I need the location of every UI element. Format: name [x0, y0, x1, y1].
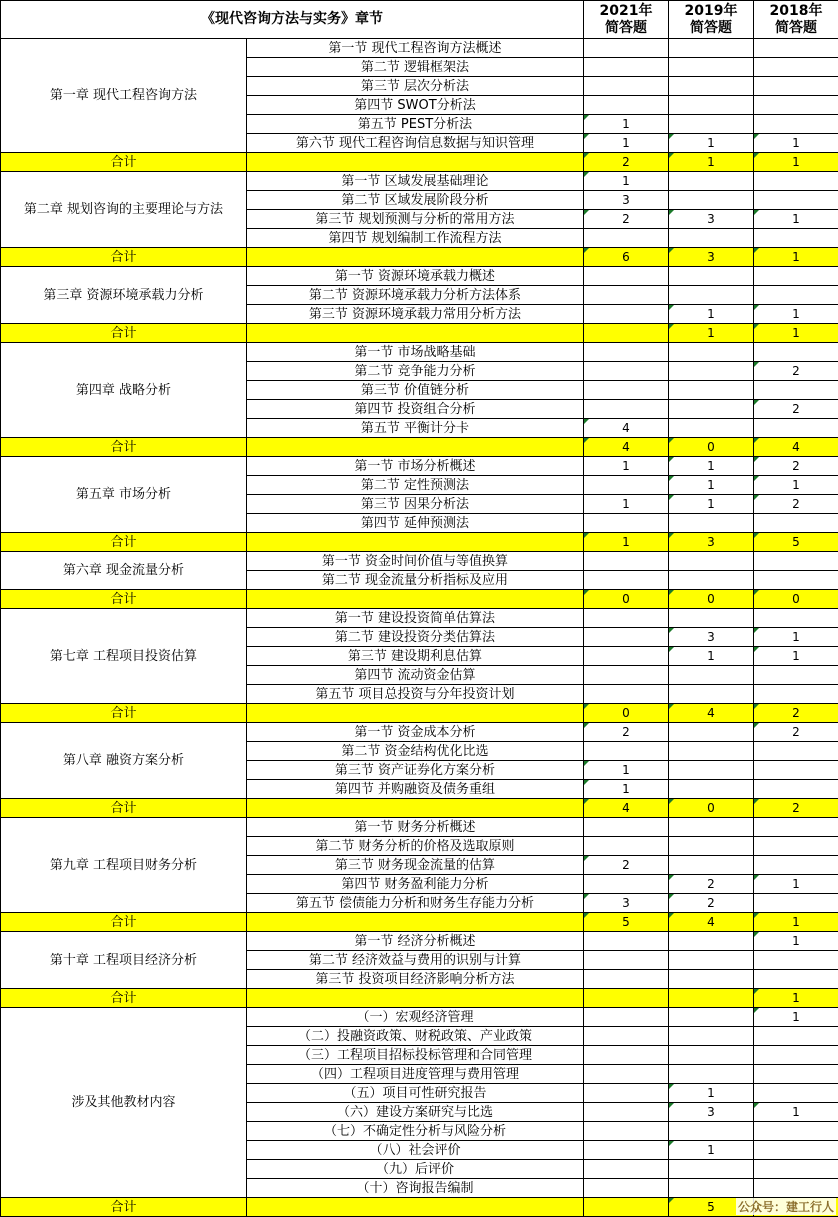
count-cell [754, 267, 838, 286]
count-cell [669, 552, 754, 571]
section-name: 第五节 项目总投资与分年投资计划 [247, 685, 584, 704]
total-row [1, 1198, 838, 1217]
count-cell [584, 1008, 669, 1027]
total-cell: 2 [584, 153, 669, 172]
chapter-name: 涉及其他教材内容 [1, 1008, 247, 1198]
count-cell [754, 514, 838, 533]
count-cell: 1 [669, 495, 754, 514]
count-cell [669, 267, 754, 286]
total-row [1, 704, 838, 723]
count-cell [669, 1179, 754, 1198]
total-empty-cell [247, 248, 584, 267]
count-cell: 1 [754, 628, 838, 647]
count-cell: 1 [669, 134, 754, 153]
total-label: 合计 [1, 324, 247, 343]
count-cell: 1 [584, 457, 669, 476]
total-label: 合计 [1, 989, 247, 1008]
total-cell [669, 989, 754, 1008]
total-row [1, 590, 838, 609]
year-header-2019: 2019年 简答题 [669, 1, 754, 39]
count-cell: 1 [754, 932, 838, 951]
count-cell [584, 837, 669, 856]
total-empty-cell [247, 704, 584, 723]
section-name: 第一节 经济分析概述 [247, 932, 584, 951]
count-cell [754, 571, 838, 590]
count-cell [584, 647, 669, 666]
count-cell: 2 [754, 457, 838, 476]
section-name: 第六节 现代工程咨询信息数据与知识管理 [247, 134, 584, 153]
count-cell [584, 609, 669, 628]
section-name: 第二节 资源环境承载力分析方法体系 [247, 286, 584, 305]
section-name: 第五节 平衡计分卡 [247, 419, 584, 438]
count-cell [584, 1065, 669, 1084]
count-cell: 2 [754, 495, 838, 514]
total-empty-cell [247, 799, 584, 818]
count-cell: 1 [754, 134, 838, 153]
count-cell: 1 [754, 647, 838, 666]
count-cell [754, 552, 838, 571]
count-cell [584, 1084, 669, 1103]
count-cell: 2 [754, 400, 838, 419]
count-cell [584, 400, 669, 419]
count-cell [584, 305, 669, 324]
total-cell [584, 1198, 669, 1217]
count-cell [754, 1027, 838, 1046]
count-cell [669, 58, 754, 77]
count-cell [754, 666, 838, 685]
chapter-name: 第五章 市场分析 [1, 457, 247, 533]
count-cell [669, 229, 754, 248]
section-name: （一）宏观经济管理 [247, 1008, 584, 1027]
section-name: 第一节 现代工程咨询方法概述 [247, 39, 584, 58]
table-title: 《现代咨询方法与实务》章节 [1, 1, 584, 39]
total-cell: 1 [754, 913, 838, 932]
total-cell: 1 [754, 153, 838, 172]
section-name: 第三节 财务现金流量的估算 [247, 856, 584, 875]
section-name: 第四节 财务盈利能力分析 [247, 875, 584, 894]
count-cell [669, 1065, 754, 1084]
count-cell: 1 [669, 1141, 754, 1160]
section-name: 第四节 规划编制工作流程方法 [247, 229, 584, 248]
count-cell [754, 1065, 838, 1084]
count-cell: 1 [754, 476, 838, 495]
count-cell [754, 381, 838, 400]
total-cell: 1 [754, 989, 838, 1008]
total-cell: 5 [584, 913, 669, 932]
count-cell [669, 1046, 754, 1065]
count-cell [754, 191, 838, 210]
section-name: 第三节 层次分析法 [247, 77, 584, 96]
chapter-name: 第一章 现代工程咨询方法 [1, 39, 247, 153]
total-cell: 3 [669, 248, 754, 267]
total-cell: 3 [669, 533, 754, 552]
section-name: 第二节 区域发展阶段分析 [247, 191, 584, 210]
section-name: 第四节 延伸预测法 [247, 514, 584, 533]
section-row [1, 932, 838, 951]
count-cell [754, 419, 838, 438]
count-cell [584, 58, 669, 77]
count-cell: 2 [584, 856, 669, 875]
year-header-2018: 2018年 简答题 [754, 1, 838, 39]
total-empty-cell [247, 533, 584, 552]
count-cell [669, 400, 754, 419]
count-cell [669, 191, 754, 210]
total-cell: 1 [754, 324, 838, 343]
count-cell [754, 609, 838, 628]
count-cell [754, 229, 838, 248]
section-row [1, 609, 838, 628]
section-row [1, 457, 838, 476]
section-name: 第一节 资金时间价值与等值换算 [247, 552, 584, 571]
count-cell: 1 [584, 172, 669, 191]
count-cell [584, 742, 669, 761]
count-cell [584, 77, 669, 96]
total-row [1, 248, 838, 267]
section-row [1, 552, 838, 571]
count-cell [669, 77, 754, 96]
count-cell [754, 685, 838, 704]
count-cell [669, 419, 754, 438]
total-cell: 2 [754, 704, 838, 723]
count-cell [754, 1179, 838, 1198]
count-cell [754, 1046, 838, 1065]
watermark: 公众号：建工行人 [737, 1200, 834, 1214]
count-cell [754, 837, 838, 856]
count-cell [754, 77, 838, 96]
count-cell [669, 1008, 754, 1027]
count-cell [754, 58, 838, 77]
count-cell [669, 970, 754, 989]
count-cell [754, 780, 838, 799]
count-cell [669, 837, 754, 856]
count-cell [669, 609, 754, 628]
section-name: 第三节 规划预测与分析的常用方法 [247, 210, 584, 229]
total-empty-cell [247, 438, 584, 457]
section-row [1, 818, 838, 837]
total-label: 合计 [1, 153, 247, 172]
count-cell [669, 115, 754, 134]
total-row [1, 438, 838, 457]
total-cell: 0 [669, 799, 754, 818]
total-label: 合计 [1, 533, 247, 552]
count-cell [754, 856, 838, 875]
count-cell: 2 [669, 875, 754, 894]
count-cell [584, 970, 669, 989]
count-cell: 3 [584, 191, 669, 210]
count-cell [584, 628, 669, 647]
total-row [1, 989, 838, 1008]
chapter-name: 第九章 工程项目财务分析 [1, 818, 247, 913]
section-name: 第二节 经济效益与费用的识别与计算 [247, 951, 584, 970]
count-cell [754, 818, 838, 837]
section-name: （五）项目可性研究报告 [247, 1084, 584, 1103]
count-cell: 1 [584, 115, 669, 134]
section-name: 第二节 建设投资分类估算法 [247, 628, 584, 647]
total-cell: 4 [584, 799, 669, 818]
count-cell: 1 [669, 1084, 754, 1103]
total-cell [584, 989, 669, 1008]
section-row [1, 39, 838, 58]
section-name: （十）咨询报告编制 [247, 1179, 584, 1198]
count-cell [754, 1122, 838, 1141]
count-cell [754, 894, 838, 913]
count-cell [584, 1122, 669, 1141]
count-cell [584, 685, 669, 704]
total-cell: 4 [754, 438, 838, 457]
total-cell: 4 [669, 704, 754, 723]
count-cell [669, 362, 754, 381]
total-cell: 1 [669, 153, 754, 172]
total-cell: 6 [584, 248, 669, 267]
section-row [1, 267, 838, 286]
count-cell [584, 1160, 669, 1179]
count-cell [584, 514, 669, 533]
count-cell [584, 932, 669, 951]
total-cell: 2 [754, 799, 838, 818]
count-cell [669, 381, 754, 400]
count-cell: 3 [669, 628, 754, 647]
total-label: 合计 [1, 799, 247, 818]
count-cell [584, 343, 669, 362]
count-cell [669, 780, 754, 799]
count-cell [669, 666, 754, 685]
section-name: 第二节 定性预测法 [247, 476, 584, 495]
year-header-2021: 2021年 简答题 [584, 1, 669, 39]
count-cell [754, 761, 838, 780]
section-name: 第二节 现金流量分析指标及应用 [247, 571, 584, 590]
count-cell [669, 514, 754, 533]
count-cell [754, 115, 838, 134]
count-cell [669, 685, 754, 704]
count-cell [669, 1122, 754, 1141]
count-cell: 1 [584, 495, 669, 514]
section-row [1, 343, 838, 362]
count-cell [754, 343, 838, 362]
count-cell: 2 [584, 723, 669, 742]
section-name: （八）社会评价 [247, 1141, 584, 1160]
section-name: 第一节 资金成本分析 [247, 723, 584, 742]
count-cell [669, 571, 754, 590]
count-cell [584, 1179, 669, 1198]
count-cell [669, 951, 754, 970]
total-cell: 0 [584, 704, 669, 723]
count-cell: 1 [669, 647, 754, 666]
count-cell [669, 172, 754, 191]
count-cell [584, 1141, 669, 1160]
count-cell [669, 39, 754, 58]
section-name: 第三节 资源环境承载力常用分析方法 [247, 305, 584, 324]
section-name: 第二节 资金结构优化比选 [247, 742, 584, 761]
section-name: 第三节 投资项目经济影响分析方法 [247, 970, 584, 989]
count-cell [584, 666, 669, 685]
count-cell [584, 951, 669, 970]
total-cell: 5 [754, 533, 838, 552]
total-cell: 0 [669, 438, 754, 457]
total-cell: 4 [584, 438, 669, 457]
count-cell: 4 [584, 419, 669, 438]
count-cell [669, 96, 754, 115]
section-name: 第二节 逻辑框架法 [247, 58, 584, 77]
count-cell [754, 1160, 838, 1179]
section-name: 第一节 区域发展基础理论 [247, 172, 584, 191]
count-cell: 1 [754, 210, 838, 229]
total-row [1, 913, 838, 932]
total-cell: 1 [584, 533, 669, 552]
section-name: 第三节 建设期利息估算 [247, 647, 584, 666]
count-cell [584, 1046, 669, 1065]
count-cell [669, 856, 754, 875]
section-name: 第二节 财务分析的价格及选取原则 [247, 837, 584, 856]
section-name: 第四节 投资组合分析 [247, 400, 584, 419]
count-cell: 3 [669, 210, 754, 229]
header-row [1, 1, 838, 39]
count-cell [669, 343, 754, 362]
count-cell [584, 381, 669, 400]
count-cell [584, 96, 669, 115]
count-cell [584, 267, 669, 286]
chapter-name: 第三章 资源环境承载力分析 [1, 267, 247, 324]
count-cell [754, 742, 838, 761]
total-label: 合计 [1, 1198, 247, 1217]
chapter-name: 第八章 融资方案分析 [1, 723, 247, 799]
total-empty-cell [247, 590, 584, 609]
count-cell [669, 742, 754, 761]
count-cell [584, 552, 669, 571]
count-cell: 2 [754, 723, 838, 742]
count-cell [669, 723, 754, 742]
total-cell: 1 [754, 248, 838, 267]
section-name: （六）建设方案研究与比选 [247, 1103, 584, 1122]
total-cell: 0 [754, 590, 838, 609]
count-cell [754, 96, 838, 115]
count-cell [754, 1141, 838, 1160]
chapter-name: 第二章 规划咨询的主要理论与方法 [1, 172, 247, 248]
section-name: 第二节 竞争能力分析 [247, 362, 584, 381]
count-cell: 1 [584, 134, 669, 153]
section-name: （七）不确定性分析与风险分析 [247, 1122, 584, 1141]
section-name: 第四节 并购融资及债务重组 [247, 780, 584, 799]
chapter-name: 第十章 工程项目经济分析 [1, 932, 247, 989]
section-name: 第五节 PEST分析法 [247, 115, 584, 134]
count-cell: 1 [754, 305, 838, 324]
section-row [1, 723, 838, 742]
total-empty-cell [247, 913, 584, 932]
section-name: 第一节 资源环境承载力概述 [247, 267, 584, 286]
count-cell: 2 [584, 210, 669, 229]
count-cell [669, 1160, 754, 1179]
count-cell [669, 286, 754, 305]
count-cell: 1 [754, 1008, 838, 1027]
total-row [1, 153, 838, 172]
total-label: 合计 [1, 590, 247, 609]
section-name: （九）后评价 [247, 1160, 584, 1179]
section-row [1, 172, 838, 191]
total-row [1, 533, 838, 552]
count-cell [669, 932, 754, 951]
section-row [1, 1008, 838, 1027]
total-empty-cell [247, 989, 584, 1008]
count-cell [584, 362, 669, 381]
chapter-name: 第七章 工程项目投资估算 [1, 609, 247, 704]
total-cell: 0 [669, 590, 754, 609]
total-label: 合计 [1, 704, 247, 723]
count-cell: 3 [669, 1103, 754, 1122]
count-cell [754, 172, 838, 191]
total-cell [584, 324, 669, 343]
count-cell [669, 761, 754, 780]
section-name: 第一节 市场战略基础 [247, 343, 584, 362]
count-cell: 1 [584, 780, 669, 799]
chapter-name: 第六章 现金流量分析 [1, 552, 247, 590]
section-name: 第四节 SWOT分析法 [247, 96, 584, 115]
count-cell [754, 286, 838, 305]
total-cell: 1 [669, 324, 754, 343]
section-name: （四）工程项目进度管理与费用管理 [247, 1065, 584, 1084]
total-cell: 5 [669, 1198, 754, 1217]
section-name: 第五节 偿债能力分析和财务生存能力分析 [247, 894, 584, 913]
total-label: 合计 [1, 438, 247, 457]
count-cell [584, 229, 669, 248]
count-cell [584, 476, 669, 495]
count-cell: 1 [754, 1103, 838, 1122]
total-row [1, 799, 838, 818]
count-cell [754, 1084, 838, 1103]
section-name: 第三节 因果分析法 [247, 495, 584, 514]
count-cell [754, 951, 838, 970]
count-cell [584, 39, 669, 58]
total-row [1, 324, 838, 343]
total-label: 合计 [1, 248, 247, 267]
count-cell [584, 1103, 669, 1122]
section-name: 第一节 建设投资简单估算法 [247, 609, 584, 628]
section-name: 第三节 价值链分析 [247, 381, 584, 400]
section-name: 第三节 资产证券化方案分析 [247, 761, 584, 780]
total-empty-cell [247, 153, 584, 172]
count-cell: 1 [669, 457, 754, 476]
count-cell: 2 [669, 894, 754, 913]
count-cell [669, 818, 754, 837]
total-empty-cell [247, 324, 584, 343]
section-name: （二）投融资政策、财税政策、产业政策 [247, 1027, 584, 1046]
count-cell: 1 [669, 305, 754, 324]
total-cell: 0 [584, 590, 669, 609]
count-cell [584, 571, 669, 590]
count-cell: 3 [584, 894, 669, 913]
count-cell: 2 [754, 362, 838, 381]
count-cell [754, 970, 838, 989]
section-name: （三）工程项目招标投标管理和合同管理 [247, 1046, 584, 1065]
chapter-name: 第四章 战略分析 [1, 343, 247, 438]
section-name: 第四节 流动资金估算 [247, 666, 584, 685]
count-cell [669, 1027, 754, 1046]
count-cell [584, 875, 669, 894]
count-cell [754, 39, 838, 58]
total-label: 合计 [1, 913, 247, 932]
total-cell: 4 [669, 913, 754, 932]
count-cell [584, 1027, 669, 1046]
count-cell: 1 [669, 476, 754, 495]
total-empty-cell [247, 1198, 584, 1217]
count-cell [584, 286, 669, 305]
count-cell [584, 818, 669, 837]
count-cell: 1 [584, 761, 669, 780]
section-name: 第一节 财务分析概述 [247, 818, 584, 837]
count-cell: 1 [754, 875, 838, 894]
section-name: 第一节 市场分析概述 [247, 457, 584, 476]
